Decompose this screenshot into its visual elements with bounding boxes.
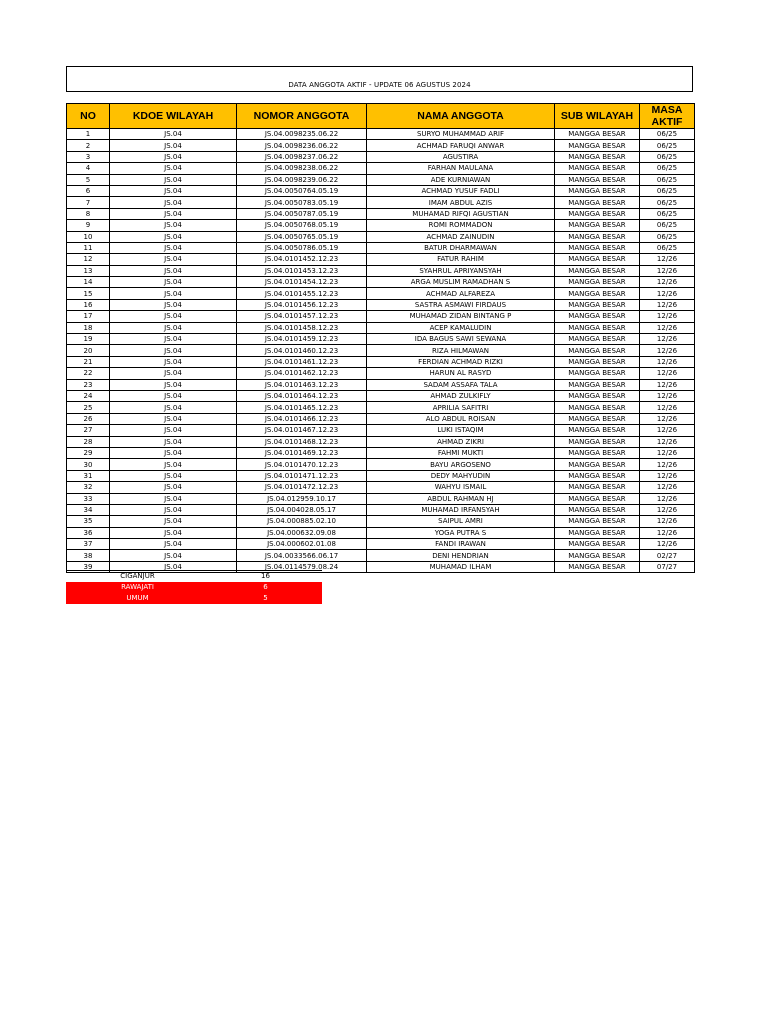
cell-sub-wilayah: MANGGA BESAR [555,482,640,493]
summary-label: CIGANJUR [120,572,155,580]
cell-no: 32 [67,482,110,493]
cell-kode-wilayah: JS.04 [110,345,237,356]
cell-sub-wilayah: MANGGA BESAR [555,185,640,196]
cell-masa-aktif: 06/25 [640,129,695,140]
table-row [67,413,695,424]
header-no: NO [67,104,110,129]
cell-nomor-anggota: JS.04.0101471.12.23 [237,470,367,481]
member-table [66,103,695,573]
cell-nomor-anggota: JS.04.0101466.12.23 [237,413,367,424]
cell-nama-anggota: ALO ABDUL ROISAN [367,413,555,424]
cell-kode-wilayah: JS.04 [110,129,237,140]
cell-no: 12 [67,254,110,265]
cell-sub-wilayah: MANGGA BESAR [555,356,640,367]
cell-masa-aktif: 12/26 [640,345,695,356]
cell-masa-aktif: 02/27 [640,550,695,561]
table-row [67,539,695,550]
cell-nomor-anggota: JS.04.0101472.12.23 [237,482,367,493]
table-row [67,459,695,470]
cell-nama-anggota: FATUR RAHIM [367,254,555,265]
cell-no: 8 [67,208,110,219]
cell-kode-wilayah: JS.04 [110,425,237,436]
summary-value: 16 [261,572,270,580]
cell-no: 14 [67,277,110,288]
cell-nomor-anggota: JS.04.0050787.05.19 [237,208,367,219]
cell-masa-aktif: 12/26 [640,493,695,504]
title-box [66,66,693,92]
cell-sub-wilayah: MANGGA BESAR [555,390,640,401]
summary-value: 5 [209,593,322,604]
table-row [67,265,695,276]
cell-nomor-anggota: JS.04.0101455.12.23 [237,288,367,299]
table-row [67,254,695,265]
cell-nama-anggota: ARGA MUSLIM RAMADHAN S [367,277,555,288]
cell-no: 9 [67,220,110,231]
cell-kode-wilayah: JS.04 [110,447,237,458]
cell-nomor-anggota: JS.04.0098239.06.22 [237,174,367,185]
cell-sub-wilayah: MANGGA BESAR [555,561,640,572]
cell-no: 10 [67,231,110,242]
cell-kode-wilayah: JS.04 [110,504,237,515]
cell-nama-anggota: SYAHRUL APRIYANSYAH [367,265,555,276]
cell-sub-wilayah: MANGGA BESAR [555,322,640,333]
cell-kode-wilayah: JS.04 [110,527,237,538]
cell-nama-anggota: AHMAD ZULKIFLY [367,390,555,401]
cell-nama-anggota: MUHAMAD IRFANSYAH [367,504,555,515]
cell-nomor-anggota: JS.04.000602.01.08 [237,539,367,550]
cell-no: 29 [67,447,110,458]
cell-kode-wilayah: JS.04 [110,459,237,470]
cell-kode-wilayah: JS.04 [110,356,237,367]
summary-value: 6 [209,582,322,593]
cell-sub-wilayah: MANGGA BESAR [555,550,640,561]
table-row [67,390,695,401]
cell-nama-anggota: SASTRA ASMAWI FIRDAUS [367,299,555,310]
cell-masa-aktif: 06/25 [640,174,695,185]
summary-table [66,570,322,604]
cell-no: 20 [67,345,110,356]
cell-kode-wilayah: JS.04 [110,220,237,231]
cell-no: 18 [67,322,110,333]
cell-nama-anggota: ACEP KAMALUDIN [367,322,555,333]
cell-nomor-anggota: JS.04.0101464.12.23 [237,390,367,401]
table-row [67,379,695,390]
cell-kode-wilayah: JS.04 [110,402,237,413]
cell-nama-anggota: MUHAMAD ILHAM [367,561,555,572]
cell-nama-anggota: FERDIAN ACHMAD RIZKI [367,356,555,367]
table-row [67,174,695,185]
cell-nama-anggota: AGUSTIRA [367,151,555,162]
cell-nama-anggota: ADE KURNIAWAN [367,174,555,185]
cell-masa-aktif: 06/25 [640,231,695,242]
cell-nama-anggota: WAHYU ISMAIL [367,482,555,493]
cell-sub-wilayah: MANGGA BESAR [555,470,640,481]
cell-no: 23 [67,379,110,390]
cell-kode-wilayah: JS.04 [110,265,237,276]
cell-nama-anggota: FANDI IRAWAN [367,539,555,550]
cell-nomor-anggota: JS.04.0101456.12.23 [237,299,367,310]
cell-no: 4 [67,163,110,174]
cell-nama-anggota: ACHMAD YUSUF FADLI [367,185,555,196]
table-row [67,288,695,299]
cell-masa-aktif: 12/26 [640,504,695,515]
cell-nama-anggota: AHMAD ZIKRI [367,436,555,447]
cell-masa-aktif: 12/26 [640,447,695,458]
cell-nomor-anggota: JS.04.0050764.05.19 [237,185,367,196]
cell-kode-wilayah: JS.04 [110,470,237,481]
cell-masa-aktif: 12/26 [640,368,695,379]
cell-kode-wilayah: JS.04 [110,277,237,288]
cell-sub-wilayah: MANGGA BESAR [555,379,640,390]
cell-kode-wilayah: JS.04 [110,163,237,174]
cell-sub-wilayah: MANGGA BESAR [555,277,640,288]
cell-no: 13 [67,265,110,276]
summary-label: UMUM [66,593,209,604]
cell-nama-anggota: BATUR DHARMAWAN [367,242,555,253]
cell-nomor-anggota: JS.04.0101462.12.23 [237,368,367,379]
cell-sub-wilayah: MANGGA BESAR [555,129,640,140]
table-row [67,516,695,527]
table-row [67,402,695,413]
table-row [67,311,695,322]
table-row [67,299,695,310]
cell-nomor-anggota: JS.04.0098235.06.22 [237,129,367,140]
cell-kode-wilayah: JS.04 [110,436,237,447]
cell-kode-wilayah: JS.04 [110,185,237,196]
cell-no: 25 [67,402,110,413]
cell-sub-wilayah: MANGGA BESAR [555,516,640,527]
table-row [67,208,695,219]
cell-no: 5 [67,174,110,185]
table-row [67,470,695,481]
cell-sub-wilayah: MANGGA BESAR [555,242,640,253]
cell-sub-wilayah: MANGGA BESAR [555,288,640,299]
table-row [67,436,695,447]
table-row [67,356,695,367]
cell-nomor-anggota: JS.04.0033566.06.17 [237,550,367,561]
cell-kode-wilayah: JS.04 [110,140,237,151]
table-row [67,129,695,140]
table-row [67,368,695,379]
cell-masa-aktif: 12/26 [640,402,695,413]
cell-nomor-anggota: JS.04.0101463.12.23 [237,379,367,390]
cell-kode-wilayah: JS.04 [110,151,237,162]
cell-sub-wilayah: MANGGA BESAR [555,299,640,310]
cell-masa-aktif: 06/25 [640,140,695,151]
cell-nomor-anggota: JS.04.000632.09.08 [237,527,367,538]
cell-nomor-anggota: JS.04.0101468.12.23 [237,436,367,447]
cell-masa-aktif: 12/26 [640,254,695,265]
cell-no: 11 [67,242,110,253]
cell-nama-anggota: APRILIA SAFITRI [367,402,555,413]
cell-sub-wilayah: MANGGA BESAR [555,151,640,162]
cell-nama-anggota: MUHAMAD RIFQI AGUSTIAN [367,208,555,219]
cell-no: 27 [67,425,110,436]
cell-sub-wilayah: MANGGA BESAR [555,254,640,265]
cell-sub-wilayah: MANGGA BESAR [555,425,640,436]
cell-no: 21 [67,356,110,367]
summary-body [66,571,322,605]
cell-nama-anggota: IMAM ABDUL AZIS [367,197,555,208]
cell-masa-aktif: 06/25 [640,163,695,174]
cell-no: 26 [67,413,110,424]
cell-no: 28 [67,436,110,447]
cell-nomor-anggota: JS.04.0098238.06.22 [237,163,367,174]
cell-sub-wilayah: MANGGA BESAR [555,163,640,174]
cell-nomor-anggota: JS.04.0114579.08.24 [237,561,367,572]
summary-row [66,571,322,583]
cell-nomor-anggota: JS.04.0050783.05.19 [237,197,367,208]
cell-masa-aktif: 12/26 [640,390,695,401]
cell-kode-wilayah: JS.04 [110,390,237,401]
summary-row [66,593,322,604]
cell-sub-wilayah: MANGGA BESAR [555,140,640,151]
cell-kode-wilayah: JS.04 [110,334,237,345]
cell-masa-aktif: 12/26 [640,459,695,470]
cell-no: 6 [67,185,110,196]
table-row [67,482,695,493]
cell-masa-aktif: 12/26 [640,482,695,493]
cell-masa-aktif: 12/26 [640,516,695,527]
cell-kode-wilayah: JS.04 [110,550,237,561]
cell-sub-wilayah: MANGGA BESAR [555,265,640,276]
cell-nomor-anggota: JS.04.0101453.12.23 [237,265,367,276]
table-row [67,242,695,253]
cell-no: 2 [67,140,110,151]
cell-masa-aktif: 12/26 [640,527,695,538]
table-body [67,129,695,573]
cell-nama-anggota: YOGA PUTRA S [367,527,555,538]
cell-kode-wilayah: JS.04 [110,288,237,299]
cell-kode-wilayah: JS.04 [110,208,237,219]
cell-sub-wilayah: MANGGA BESAR [555,447,640,458]
cell-masa-aktif: 12/26 [640,436,695,447]
document-title: DATA ANGGOTA AKTIF - UPDATE 06 AGUSTUS 2024 [288,81,471,89]
cell-no: 38 [67,550,110,561]
cell-nama-anggota: ACHMAD ZAINUDIN [367,231,555,242]
cell-no: 39 [67,561,110,572]
table-row [67,151,695,162]
cell-nomor-anggota: JS.04.0101467.12.23 [237,425,367,436]
cell-kode-wilayah: JS.04 [110,231,237,242]
header-kode-wilayah: KDOE WILAYAH [110,104,237,129]
cell-sub-wilayah: MANGGA BESAR [555,334,640,345]
cell-nama-anggota: ACHMAD ALFAREZA [367,288,555,299]
cell-no: 19 [67,334,110,345]
cell-nama-anggota: SAIPUL AMRI [367,516,555,527]
cell-kode-wilayah: JS.04 [110,516,237,527]
cell-nama-anggota: HARUN AL RASYD [367,368,555,379]
cell-no: 31 [67,470,110,481]
cell-sub-wilayah: MANGGA BESAR [555,402,640,413]
cell-nomor-anggota: JS.04.0101461.12.23 [237,356,367,367]
cell-nomor-anggota: JS.04.0050768.05.19 [237,220,367,231]
cell-kode-wilayah: JS.04 [110,368,237,379]
cell-masa-aktif: 06/25 [640,242,695,253]
header-nomor-anggota: NOMOR ANGGOTA [237,104,367,129]
cell-sub-wilayah: MANGGA BESAR [555,504,640,515]
cell-nama-anggota: MUHAMAD ZIDAN BINTANG P [367,311,555,322]
cell-kode-wilayah: JS.04 [110,539,237,550]
cell-no: 7 [67,197,110,208]
cell-nomor-anggota: JS.04.0098237.06.22 [237,151,367,162]
cell-nomor-anggota: JS.04.0101457.12.23 [237,311,367,322]
cell-nama-anggota: FARHAN MAULANA [367,163,555,174]
cell-nomor-anggota: JS.04.0101459.12.23 [237,334,367,345]
table-row [67,550,695,561]
cell-masa-aktif: 12/26 [640,539,695,550]
cell-masa-aktif: 12/26 [640,277,695,288]
cell-no: 15 [67,288,110,299]
cell-nama-anggota: SADAM ASSAFA TALA [367,379,555,390]
summary-row [66,582,322,593]
cell-nomor-anggota: JS.04.0050786.05.19 [237,242,367,253]
cell-masa-aktif: 12/26 [640,288,695,299]
table-row [67,163,695,174]
cell-sub-wilayah: MANGGA BESAR [555,208,640,219]
cell-kode-wilayah: JS.04 [110,299,237,310]
cell-kode-wilayah: JS.04 [110,322,237,333]
cell-nomor-anggota: JS.04.0101465.12.23 [237,402,367,413]
cell-kode-wilayah: JS.04 [110,242,237,253]
table-row [67,185,695,196]
cell-sub-wilayah: MANGGA BESAR [555,174,640,185]
cell-sub-wilayah: MANGGA BESAR [555,527,640,538]
table-row [67,447,695,458]
cell-no: 16 [67,299,110,310]
cell-nomor-anggota: JS.04.0101452.12.23 [237,254,367,265]
table-row [67,220,695,231]
cell-nomor-anggota: JS.04.0101454.12.23 [237,277,367,288]
cell-masa-aktif: 12/26 [640,265,695,276]
cell-nama-anggota: DENI HENDRIAN [367,550,555,561]
cell-no: 30 [67,459,110,470]
cell-no: 33 [67,493,110,504]
table-row [67,322,695,333]
cell-kode-wilayah: JS.04 [110,254,237,265]
cell-sub-wilayah: MANGGA BESAR [555,459,640,470]
cell-nomor-anggota: JS.04.0050765.05.19 [237,231,367,242]
cell-nama-anggota: ABDUL RAHMAN HJ [367,493,555,504]
header-nama-anggota: NAMA ANGGOTA [367,104,555,129]
cell-masa-aktif: 12/26 [640,299,695,310]
cell-kode-wilayah: JS.04 [110,174,237,185]
cell-nama-anggota: ROMI ROMMADON [367,220,555,231]
cell-masa-aktif: 07/27 [640,561,695,572]
header-row [67,104,695,129]
cell-nama-anggota: IDA BAGUS SAWI SEWANA [367,334,555,345]
cell-sub-wilayah: MANGGA BESAR [555,345,640,356]
cell-sub-wilayah: MANGGA BESAR [555,231,640,242]
cell-sub-wilayah: MANGGA BESAR [555,539,640,550]
cell-no: 22 [67,368,110,379]
cell-nama-anggota: ACHMAD FARUQI ANWAR [367,140,555,151]
cell-nomor-anggota: JS.04.004028.05.17 [237,504,367,515]
cell-no: 17 [67,311,110,322]
table-row [67,140,695,151]
table-row [67,277,695,288]
table-row [67,231,695,242]
table-row [67,197,695,208]
cell-kode-wilayah: JS.04 [110,379,237,390]
cell-masa-aktif: 12/26 [640,334,695,345]
cell-nomor-anggota: JS.04.012959.10.17 [237,493,367,504]
cell-masa-aktif: 06/25 [640,197,695,208]
cell-nomor-anggota: JS.04.0101458.12.23 [237,322,367,333]
cell-nama-anggota: FAHMI MUKTI [367,447,555,458]
cell-nama-anggota: SURYO MUHAMMAD ARIF [367,129,555,140]
table-row [67,493,695,504]
cell-kode-wilayah: JS.04 [110,311,237,322]
cell-masa-aktif: 06/25 [640,185,695,196]
summary-label: RAWAJATI [66,582,209,593]
cell-nomor-anggota: JS.04.0101460.12.23 [237,345,367,356]
cell-masa-aktif: 12/26 [640,311,695,322]
cell-sub-wilayah: MANGGA BESAR [555,197,640,208]
cell-masa-aktif: 12/26 [640,425,695,436]
cell-no: 36 [67,527,110,538]
cell-masa-aktif: 12/26 [640,379,695,390]
table-row [67,527,695,538]
header-masa-aktif: MASA AKTIF [640,104,695,129]
cell-sub-wilayah: MANGGA BESAR [555,413,640,424]
cell-no: 35 [67,516,110,527]
cell-nama-anggota: DEDY MAHYUDIN [367,470,555,481]
table-row [67,425,695,436]
cell-masa-aktif: 12/26 [640,356,695,367]
table-row [67,345,695,356]
cell-sub-wilayah: MANGGA BESAR [555,220,640,231]
cell-nama-anggota: RIZA HILMAWAN [367,345,555,356]
cell-nomor-anggota: JS.04.000885.02.10 [237,516,367,527]
cell-kode-wilayah: JS.04 [110,482,237,493]
cell-kode-wilayah: JS.04 [110,561,237,572]
cell-masa-aktif: 06/25 [640,220,695,231]
cell-nama-anggota: LUKI ISTAQIM [367,425,555,436]
cell-kode-wilayah: JS.04 [110,197,237,208]
cell-nomor-anggota: JS.04.0098236.06.22 [237,140,367,151]
cell-sub-wilayah: MANGGA BESAR [555,436,640,447]
cell-nama-anggota: BAYU ARGOSENO [367,459,555,470]
cell-no: 37 [67,539,110,550]
table-row [67,504,695,515]
cell-sub-wilayah: MANGGA BESAR [555,493,640,504]
cell-no: 1 [67,129,110,140]
cell-kode-wilayah: JS.04 [110,413,237,424]
cell-masa-aktif: 12/26 [640,322,695,333]
cell-masa-aktif: 12/26 [640,470,695,481]
cell-no: 3 [67,151,110,162]
header-sub-wilayah: SUB WILAYAH [555,104,640,129]
cell-nomor-anggota: JS.04.0101469.12.23 [237,447,367,458]
table-row [67,334,695,345]
cell-sub-wilayah: MANGGA BESAR [555,368,640,379]
cell-masa-aktif: 12/26 [640,413,695,424]
cell-nomor-anggota: JS.04.0101470.12.23 [237,459,367,470]
cell-masa-aktif: 06/25 [640,151,695,162]
cell-masa-aktif: 06/25 [640,208,695,219]
cell-kode-wilayah: JS.04 [110,493,237,504]
cell-no: 34 [67,504,110,515]
cell-sub-wilayah: MANGGA BESAR [555,311,640,322]
cell-no: 24 [67,390,110,401]
